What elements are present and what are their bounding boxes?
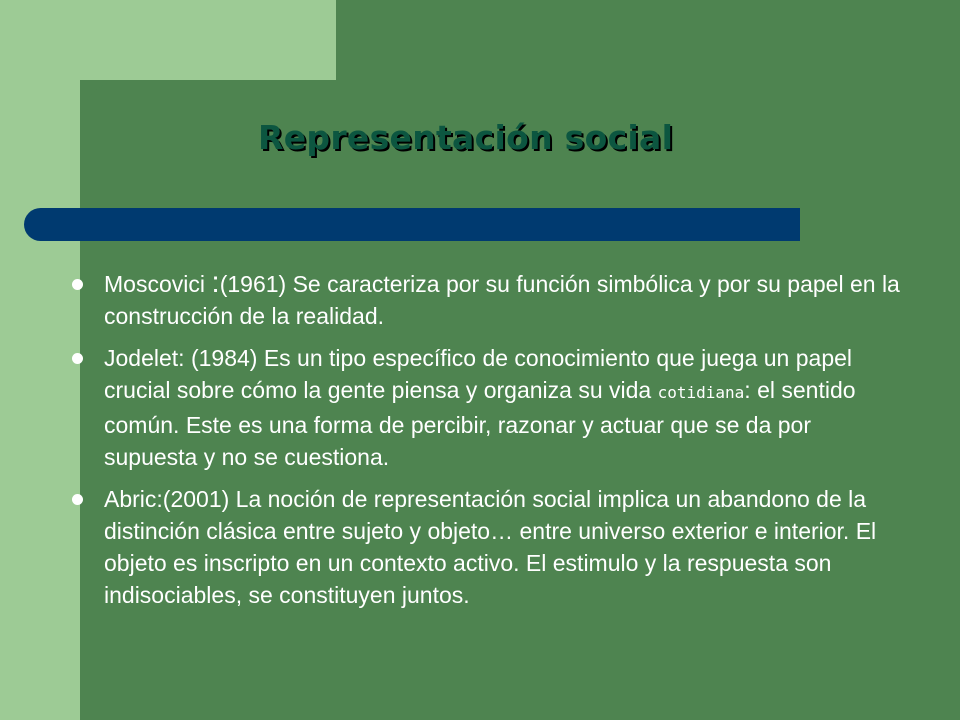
bullet-colon: : <box>211 266 220 299</box>
bullet-text: (1961) Se caracteriza por su función simbólica y por su papel en la construcción de la realidad. <box>104 271 900 329</box>
bullet-list <box>72 268 902 621</box>
background-top-strip <box>80 0 336 80</box>
bullet-moscovici <box>72 268 902 332</box>
bullet-text: Abric:(2001) La noción de representación social implica un abandono de la distinción clásica entre sujeto y objeto… entre universo exterior e interior. El objeto es inscripto en un contexto activo. El estimulo y la respuesta son indisociables, se constituyen juntos. <box>104 486 877 608</box>
slide-title: Representación social <box>258 118 674 157</box>
background-left-strip <box>0 0 80 720</box>
bullet-text-lead: Moscovici <box>104 271 212 297</box>
title-underline-bar <box>24 208 800 241</box>
bullet-text-lead: Jodelet: (1984) Es un tipo específico de conocimiento que juega un papel crucial sobre cómo la gente piensa y organiza su vida <box>104 345 853 403</box>
bullet-jodelet <box>72 342 902 473</box>
bullet-dot-icon <box>72 353 83 364</box>
bullet-text: : el sentido común. Este es una forma de percibir, razonar y actuar que se da por supuesta y no se cuestiona. <box>104 377 856 470</box>
bullet-abric <box>72 483 902 611</box>
bullet-term: cotidiana <box>657 383 745 402</box>
bullet-dot-icon <box>72 494 83 505</box>
bullet-dot-icon <box>72 279 83 290</box>
